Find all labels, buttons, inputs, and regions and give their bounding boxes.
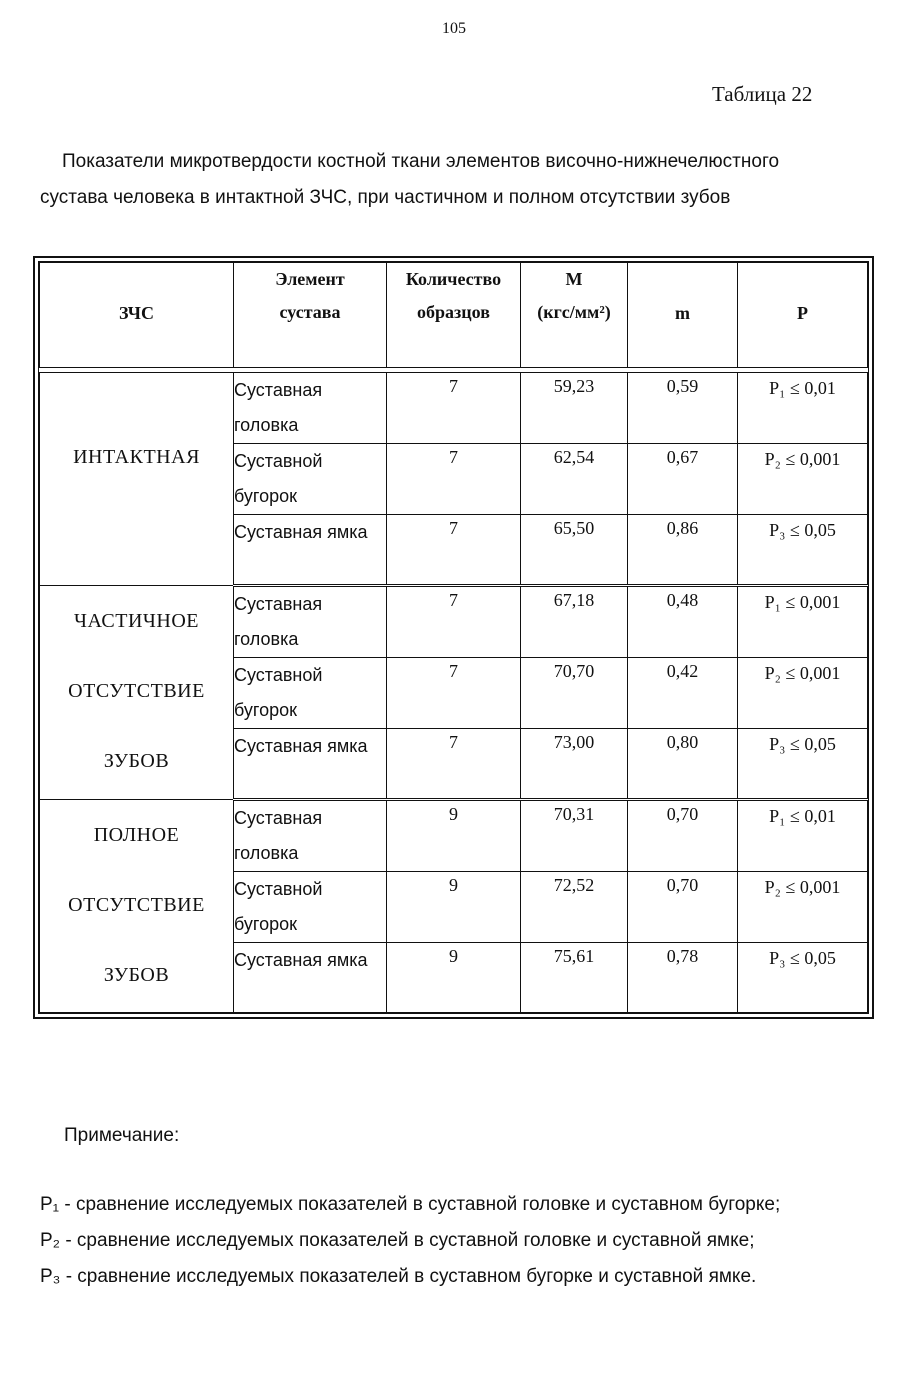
count-cell: 9 — [387, 872, 521, 943]
note-p3: P₃ - сравнение исследуемых показателей в суставном бугорке и суставной ямке. — [40, 1266, 757, 1287]
P-cell: P₂ ≤ 0,001 — [738, 658, 868, 729]
table-label: Таблица 22 — [712, 82, 813, 106]
count-cell: 9 — [387, 800, 521, 872]
M-cell: 72,52 — [521, 872, 628, 943]
element-cell: Суставной бугорок — [234, 444, 387, 515]
header-M: М (кгс/мм²) — [521, 263, 628, 368]
M-cell: 59,23 — [521, 373, 628, 444]
count-cell: 7 — [387, 373, 521, 444]
header-P: Р — [738, 263, 868, 368]
element-cell: Суставная ямка — [234, 729, 387, 800]
m-cell: 0,59 — [628, 373, 738, 444]
count-cell: 7 — [387, 444, 521, 515]
m-cell: 0,80 — [628, 729, 738, 800]
table-header-row — [40, 263, 868, 368]
count-cell: 7 — [387, 658, 521, 729]
M-cell: 73,00 — [521, 729, 628, 800]
P-cell: P₁ ≤ 0,01 — [738, 373, 868, 444]
group-label-intact: ИНТАКТНАЯ — [40, 373, 234, 586]
header-zchs: ЗЧС — [40, 263, 234, 368]
table-title-line-1: Показатели микротвердости костной ткани элементов височно-нижнечелюстного — [62, 151, 780, 172]
element-cell: Суставная головка — [234, 373, 387, 444]
count-cell: 7 — [387, 729, 521, 800]
element-cell: Суставная ямка — [234, 515, 387, 586]
data-table — [39, 262, 868, 1013]
group-label-partial: ЧАСТИЧНОЕ ОТСУТСТВИЕ ЗУБОВ — [40, 586, 234, 800]
header-m: m — [628, 263, 738, 368]
element-cell: Суставная ямка — [234, 943, 387, 1013]
count-cell: 7 — [387, 586, 521, 658]
element-cell: Суставная головка — [234, 586, 387, 658]
element-cell: Суставной бугорок — [234, 658, 387, 729]
header-element: Элемент сустава — [234, 263, 387, 368]
P-cell: P₁ ≤ 0,001 — [738, 586, 868, 658]
m-cell: 0,78 — [628, 943, 738, 1013]
P-cell: P₃ ≤ 0,05 — [738, 729, 868, 800]
m-cell: 0,70 — [628, 872, 738, 943]
M-cell: 70,70 — [521, 658, 628, 729]
group-label-full: ПОЛНОЕ ОТСУТСТВИЕ ЗУБОВ — [40, 800, 234, 1013]
table-row — [40, 800, 868, 872]
M-cell: 62,54 — [521, 444, 628, 515]
m-cell: 0,86 — [628, 515, 738, 586]
note-p2: P₂ - сравнение исследуемых показателей в суставной головке и суставной ямке; — [40, 1230, 755, 1251]
M-cell: 75,61 — [521, 943, 628, 1013]
m-cell: 0,42 — [628, 658, 738, 729]
M-cell: 65,50 — [521, 515, 628, 586]
P-cell: P₁ ≤ 0,01 — [738, 800, 868, 872]
element-cell: Суставная головка — [234, 800, 387, 872]
header-count: Количество образцов — [387, 263, 521, 368]
table-row — [40, 586, 868, 658]
m-cell: 0,70 — [628, 800, 738, 872]
element-cell: Суставной бугорок — [234, 872, 387, 943]
P-cell: P₃ ≤ 0,05 — [738, 943, 868, 1013]
note-title: Примечание: — [64, 1125, 180, 1146]
M-cell: 67,18 — [521, 586, 628, 658]
count-cell: 7 — [387, 515, 521, 586]
page-number: 105 — [442, 20, 466, 37]
m-cell: 0,48 — [628, 586, 738, 658]
data-table-frame — [33, 256, 874, 1019]
P-cell: P₃ ≤ 0,05 — [738, 515, 868, 586]
table-title-line-2: сустава человека в интактной ЗЧС, при частичном и полном отсутствии зубов — [40, 187, 731, 208]
P-cell: P₂ ≤ 0,001 — [738, 444, 868, 515]
table-row — [40, 373, 868, 444]
note-p1: P₁ - сравнение исследуемых показателей в суставной головке и суставном бугорке; — [40, 1194, 781, 1215]
m-cell: 0,67 — [628, 444, 738, 515]
count-cell: 9 — [387, 943, 521, 1013]
P-cell: P₂ ≤ 0,001 — [738, 872, 868, 943]
M-cell: 70,31 — [521, 800, 628, 872]
